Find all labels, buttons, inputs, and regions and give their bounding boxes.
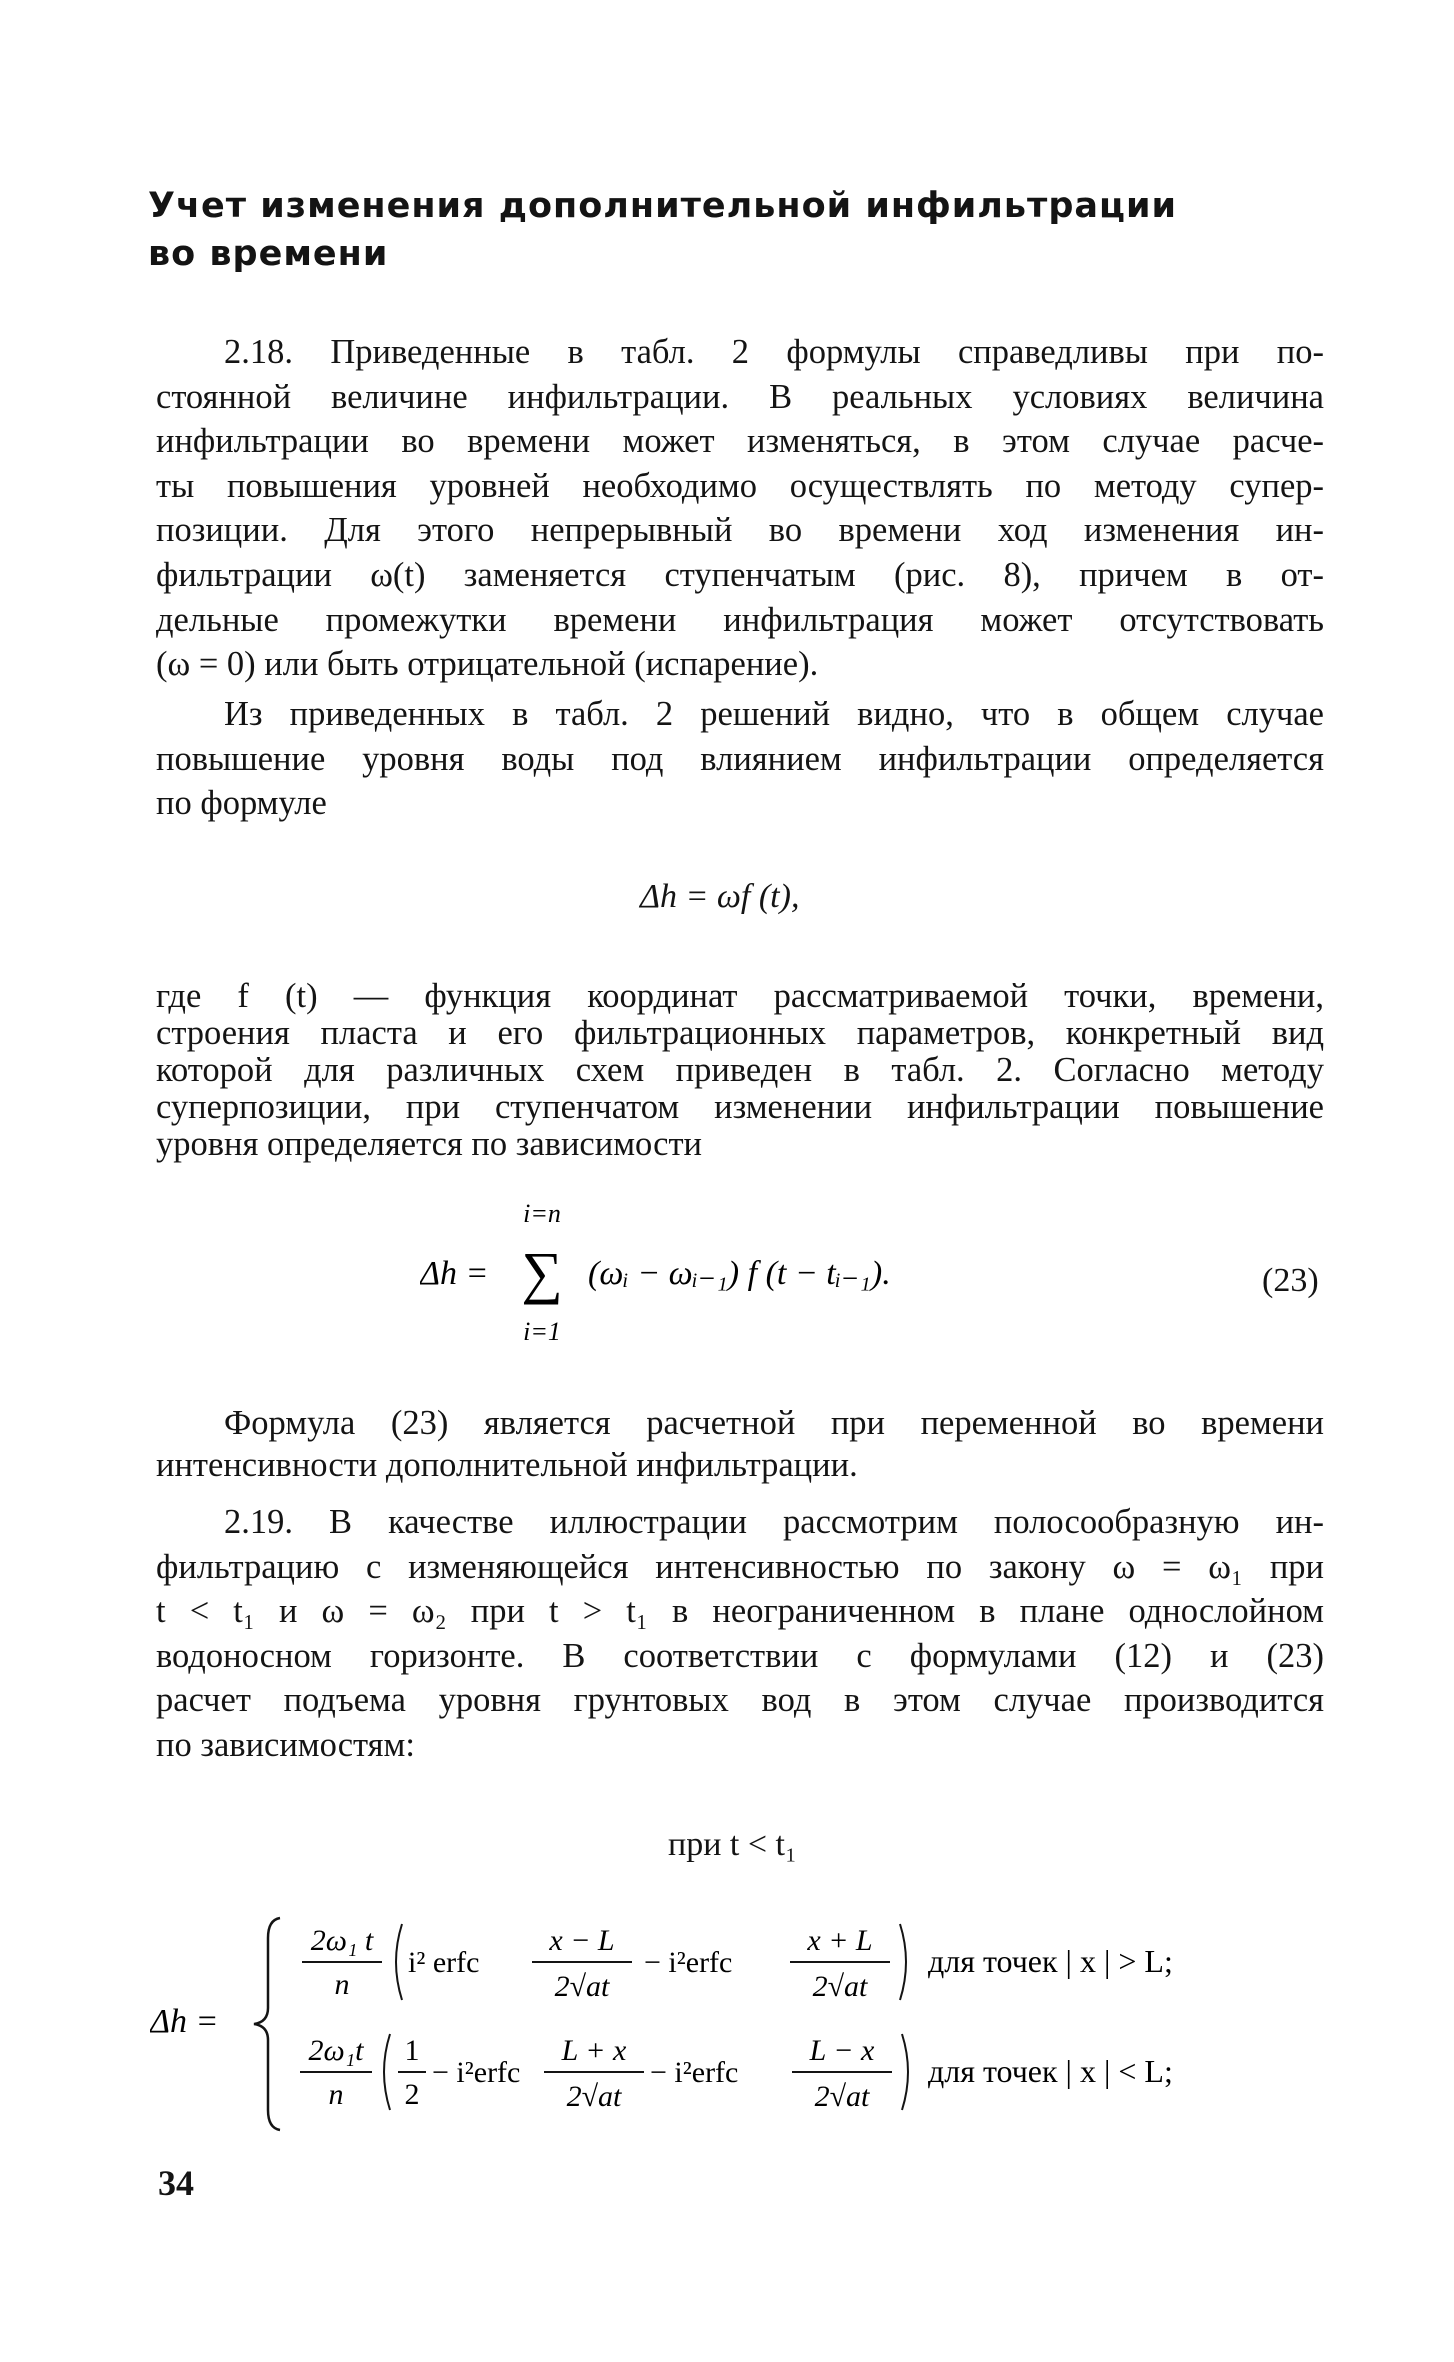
row2-erfc-term1: − i²erfc: [432, 2056, 521, 2089]
text-line: фильтрацию с изменяющейся интенсивностью по закону ω = ω₁ при: [156, 1547, 1324, 1586]
text-line: t < t₁ и ω = ω₂ при t > t₁ в неограниченном в плане однослойном: [156, 1592, 1324, 1631]
text-line: Формула (23) является расчетной при переменной во времени: [224, 1404, 1324, 1442]
row2-fraction2-numerator: L − x: [809, 2034, 875, 2067]
row2-fraction1-denominator: 2√at: [566, 2080, 622, 2113]
text-line: водоносном горизонте. В соответствии с формулами (12) и (23): [156, 1636, 1324, 1675]
system-lhs: Δh =: [150, 2003, 219, 2040]
text-line: где f (t) — функция координат рассматриваемой точки, времени,: [156, 977, 1324, 1015]
formula-lhs: Δh =: [420, 1255, 489, 1292]
row2-fraction2-denominator: 2√at: [814, 2080, 870, 2113]
text-line: интенсивности дополнительной инфильтрации.: [156, 1446, 858, 1484]
text-line: по формуле: [156, 784, 327, 823]
text-line: фильтрации ω(t) заменяется ступенчатым (рис. 8), причем в от-: [156, 555, 1324, 594]
paragraph-2-18: [156, 330, 1324, 687]
row1-coefficient-denominator: n: [334, 1968, 350, 2001]
sum-lower-limit: i=1: [523, 1317, 561, 1346]
row2-half-denominator: 2: [404, 2078, 420, 2111]
text-line: которой для различных схем приведен в табл. 2. Согласно методу: [156, 1051, 1324, 1089]
page-number: 34: [158, 2163, 194, 2203]
row1-erfc-term: i² erfc: [408, 1946, 480, 1979]
text-line: ты повышения уровней необходимо осуществлять по методу супер-: [156, 466, 1324, 505]
text-line: по зависимостям:: [156, 1725, 415, 1764]
row1-fraction1-numerator: x − L: [549, 1924, 615, 1957]
close-paren: [902, 2034, 908, 2110]
sum-upper-limit: i=n: [523, 1199, 561, 1228]
row2-half-numerator: 1: [404, 2034, 420, 2067]
open-paren: [384, 2034, 390, 2110]
text-line: дельные промежутки времени инфильтрация может отсутствовать: [156, 600, 1324, 639]
heading-line: Учет изменения дополнительной инфильтрации: [148, 186, 1177, 226]
text-line: повышение уровня воды под влиянием инфильтрации определяется: [156, 739, 1324, 778]
text-line: (ω = 0) или быть отрицательной (испарение).: [156, 645, 819, 684]
row1-fraction1-denominator: 2√at: [554, 1970, 610, 2003]
row1-fraction2-numerator: x + L: [807, 1924, 873, 1957]
row1-coefficient-numerator: 2ω₁ t: [310, 1924, 374, 1957]
formula-basic: Δh = ωf (t),: [640, 878, 800, 915]
left-brace: [254, 1918, 280, 2130]
text-line: инфильтрации во времени может изменяться, в этом случае расче-: [156, 422, 1324, 461]
paragraph-where: [156, 978, 1324, 1163]
paragraph-formula-23: [156, 1402, 1324, 1486]
text-line: уровня определяется по зависимости: [156, 1125, 702, 1163]
row2-coefficient-numerator: 2ω₁t: [308, 2034, 364, 2067]
formula-system: [150, 1910, 1330, 2140]
section-heading: [148, 182, 1348, 278]
condition-label: при t < t₁: [668, 1826, 797, 1863]
row1-condition: для точек | x | > L;: [928, 1943, 1173, 1979]
text-line: стоянной величине инфильтрации. В реальных условиях величина: [156, 377, 1324, 416]
sum-sign: ∑: [521, 1240, 563, 1305]
text-line: 2.19. В качестве иллюстрации рассмотрим полосообразную ин-: [224, 1503, 1324, 1541]
row1-fraction2-denominator: 2√at: [812, 1970, 868, 2003]
paragraph-2-19: [156, 1500, 1324, 1768]
row2-fraction1-numerator: L + x: [561, 2034, 627, 2067]
close-paren: [900, 1924, 906, 2000]
heading-line: во времени: [148, 234, 389, 274]
formula-23: [420, 1192, 1120, 1352]
row2-coefficient-denominator: n: [328, 2078, 344, 2111]
text-line: строения пласта и его фильтрационных параметров, конкретный вид: [156, 1014, 1324, 1052]
text-line: позиции. Для этого непрерывный во времени ход изменения ин-: [156, 511, 1324, 550]
formula-body: (ωᵢ − ωᵢ₋₁) f (t − tᵢ₋₁).: [588, 1255, 891, 1292]
text-line: расчет подъема уровня грунтовых вод в этом случае производится: [156, 1681, 1324, 1720]
paragraph-solutions: [156, 692, 1324, 826]
row2-condition: для точек | x | < L;: [928, 2053, 1173, 2089]
text-line: 2.18. Приведенные в табл. 2 формулы справедливы при по-: [224, 333, 1324, 371]
equation-number: (23): [1262, 1262, 1319, 1299]
open-paren: [396, 1924, 402, 2000]
text-line: Из приведенных в табл. 2 решений видно, что в общем случае: [224, 695, 1324, 733]
row2-erfc-term2: − i²erfc: [650, 2056, 739, 2089]
text-line: суперпозиции, при ступенчатом изменении инфильтрации повышение: [156, 1088, 1324, 1126]
row1-minus-erfc: − i²erfc: [644, 1946, 733, 1979]
